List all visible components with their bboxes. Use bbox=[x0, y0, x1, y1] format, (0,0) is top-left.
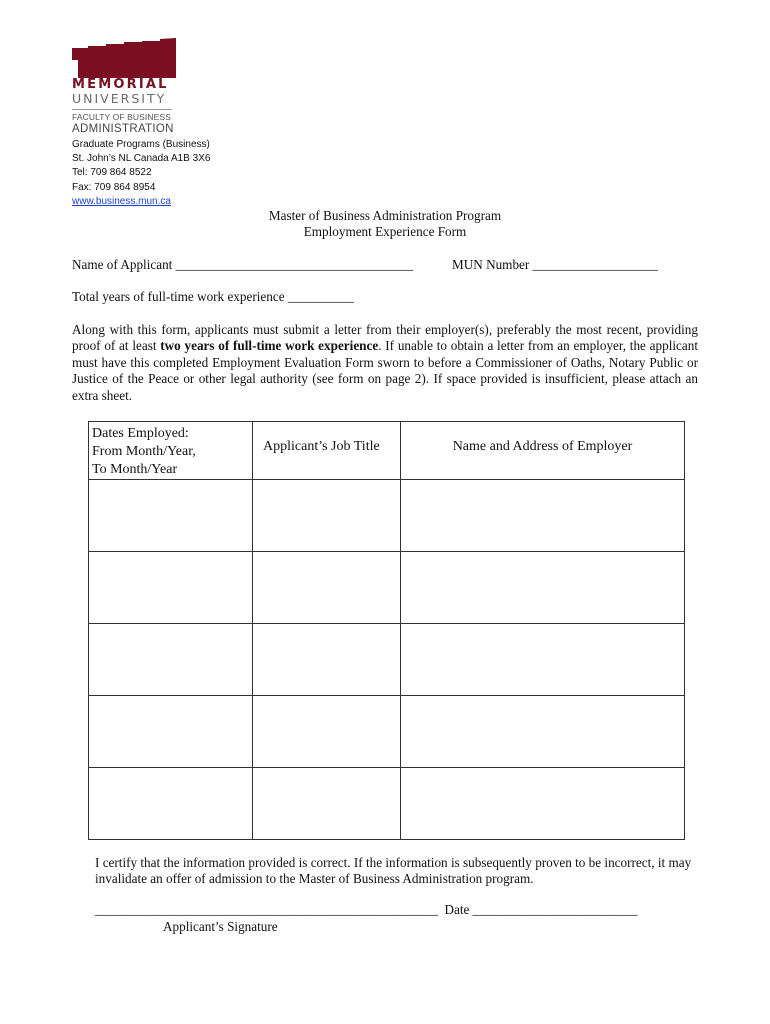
employer-input-cell[interactable] bbox=[401, 624, 685, 696]
certification-text: I certify that the information provided is correct. If the information is subsequently proven to be incorrect, it may invalidate an offer of admission to the Master of Business Administration program. bbox=[95, 855, 692, 887]
table-row bbox=[89, 480, 685, 552]
signature-field[interactable]: ____________________________________________________ bbox=[95, 902, 438, 917]
contact-block bbox=[72, 138, 210, 209]
table-row bbox=[89, 552, 685, 624]
website-link[interactable]: www.business.mun.ca bbox=[72, 195, 171, 207]
instructions-bold-text: two years of full-time work experience bbox=[160, 338, 379, 354]
header-job-title bbox=[253, 422, 401, 480]
signature-label: Applicant’s Signature bbox=[163, 919, 278, 934]
header-dates-employed bbox=[89, 422, 253, 480]
job-title-input-cell[interactable] bbox=[253, 624, 401, 696]
contact-fax: Fax: 709 864 8954 bbox=[72, 181, 156, 193]
title-line-2: Employment Experience Form bbox=[303, 224, 467, 239]
table-row bbox=[89, 696, 685, 768]
dates-input-cell[interactable] bbox=[89, 624, 253, 696]
contact-address: St. John’s NL Canada A1B 3X6 bbox=[72, 153, 211, 165]
title-line-1: Master of Business Administration Program bbox=[268, 208, 502, 223]
logo-divider bbox=[72, 109, 172, 110]
employer-input-cell[interactable] bbox=[401, 552, 685, 624]
university-logo bbox=[72, 38, 176, 135]
mun-number-field[interactable]: MUN Number ___________________ bbox=[452, 257, 658, 272]
employer-input-cell[interactable] bbox=[401, 768, 685, 840]
header-job-title-text: Applicant’s Job Title bbox=[263, 439, 380, 454]
logo-unit-text: ADMINISTRATION bbox=[72, 123, 174, 135]
table-row bbox=[89, 624, 685, 696]
dates-input-cell[interactable] bbox=[89, 480, 253, 552]
employer-input-cell[interactable] bbox=[401, 696, 685, 768]
dates-input-cell[interactable] bbox=[89, 768, 253, 840]
flag-logo-icon bbox=[72, 38, 176, 78]
date-field[interactable]: Date _________________________ bbox=[444, 902, 638, 917]
contact-dept: Graduate Programs (Business) bbox=[72, 139, 210, 150]
signature-field-row bbox=[95, 902, 638, 918]
dates-input-cell[interactable] bbox=[89, 552, 253, 624]
header-dates-line-3: To Month/Year bbox=[92, 462, 178, 477]
table-header-row bbox=[89, 422, 685, 480]
job-title-input-cell[interactable] bbox=[253, 696, 401, 768]
dates-input-cell[interactable] bbox=[89, 696, 253, 768]
instructions-text-2: . If unable to obtain a letter from an employer, the applicant must have this completed Employment Evaluation Form sworn to before a Commissioner of Oaths, Notary Public or Justice of the Peace or other legal authority (see form on page 2). If space provided is insufficient, please attach an extra sheet. bbox=[72, 338, 698, 403]
header-dates-line-1: Dates Employed: bbox=[92, 426, 189, 441]
instructions-text-1: Along with this form, applicants must submit a letter from their employer(s), preferably the most recent, providing proof of at least bbox=[72, 322, 698, 354]
logo-primary-text: MEMORIAL bbox=[72, 77, 169, 92]
table-row bbox=[89, 768, 685, 840]
contact-tel: Tel: 709 864 8522 bbox=[72, 167, 152, 179]
job-title-input-cell[interactable] bbox=[253, 768, 401, 840]
form-title bbox=[0, 208, 770, 240]
applicant-name-field[interactable]: Name of Applicant ____________________________________ bbox=[72, 257, 414, 272]
header-employer bbox=[401, 422, 685, 480]
employment-table bbox=[88, 421, 685, 840]
header-employer-text: Name and Address of Employer bbox=[452, 439, 633, 454]
job-title-input-cell[interactable] bbox=[253, 552, 401, 624]
logo-secondary-text: UNIVERSITY bbox=[72, 91, 167, 106]
instructions-paragraph bbox=[72, 322, 698, 404]
header-dates-line-2: From Month/Year, bbox=[92, 444, 196, 459]
job-title-input-cell[interactable] bbox=[253, 480, 401, 552]
logo-faculty-text: FACULTY OF BUSINESS bbox=[72, 112, 171, 122]
employer-input-cell[interactable] bbox=[401, 480, 685, 552]
total-years-field[interactable]: Total years of full-time work experience __________ bbox=[72, 289, 354, 304]
